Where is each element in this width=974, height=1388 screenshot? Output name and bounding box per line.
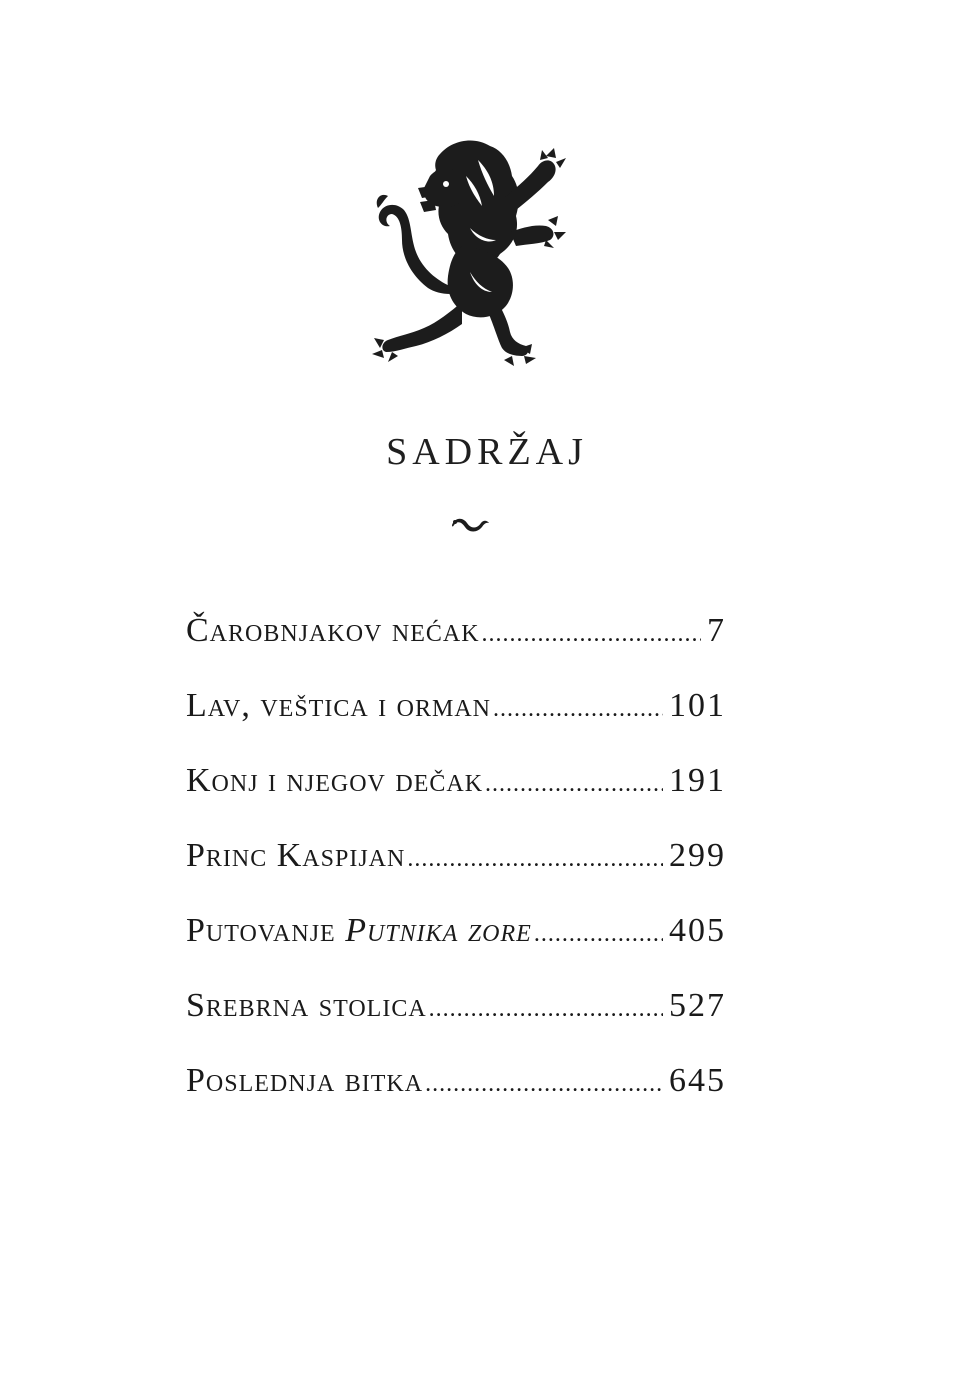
toc-entry[interactable] [186, 606, 726, 681]
entry-title: Princ Kaspijan [186, 837, 406, 874]
toc-entry[interactable] [186, 981, 726, 1056]
dot-leader [493, 684, 663, 734]
table-of-contents [186, 606, 726, 1131]
toc-entry[interactable] [186, 1056, 726, 1131]
dot-leader [482, 609, 701, 659]
dot-leader [485, 759, 663, 809]
dot-leader [429, 984, 663, 1034]
dot-leader [407, 834, 663, 884]
entry-title: Konj i njegov dečak [186, 762, 484, 799]
toc-entry[interactable] [186, 831, 726, 906]
dot-leader [425, 1059, 663, 1109]
page-number: 527 [669, 987, 726, 1024]
rampant-lion-icon [370, 136, 570, 368]
entry-title: Lav, veštica i orman [186, 687, 492, 724]
page-number: 191 [669, 762, 726, 799]
toc-entry[interactable] [186, 756, 726, 831]
toc-entry[interactable] [186, 906, 726, 981]
page-number: 299 [669, 837, 726, 874]
page-number: 645 [669, 1062, 726, 1099]
entry-title: Čarobnjakov nećak [186, 612, 480, 649]
entry-title: Putovanje Putnika zore [186, 912, 532, 949]
page-number: 405 [669, 912, 726, 949]
dot-leader [534, 909, 663, 959]
entry-title: Srebrna stolica [186, 987, 427, 1024]
contents-title: SADRŽAJ [386, 431, 588, 473]
page-number: 7 [707, 612, 726, 649]
toc-entry[interactable] [186, 681, 726, 756]
page-number: 101 [669, 687, 726, 724]
swash-ornament-icon [449, 513, 491, 535]
entry-title: Poslednja bitka [186, 1062, 424, 1099]
